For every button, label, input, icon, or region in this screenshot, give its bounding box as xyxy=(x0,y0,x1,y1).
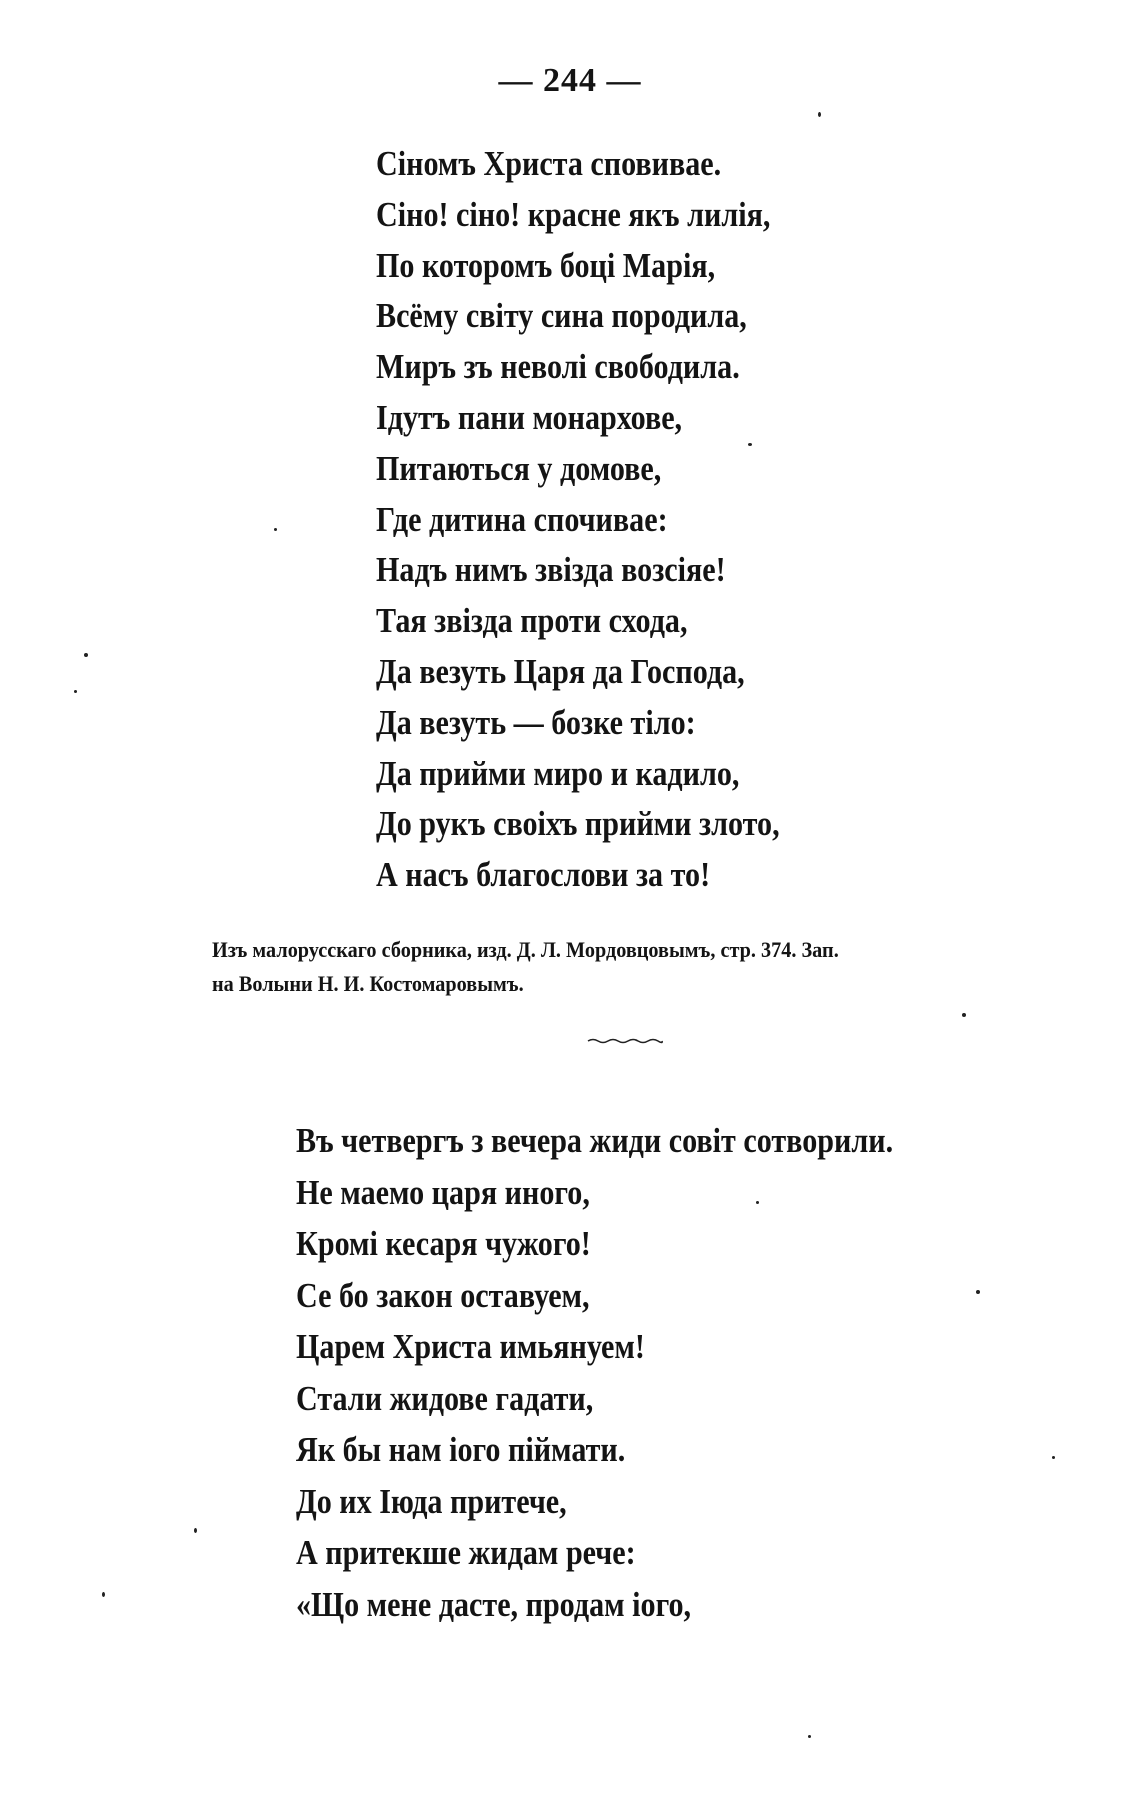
verse-line: Кромі кесаря чужого! xyxy=(296,1224,591,1263)
verse-line: Миръ зъ неволі свободила. xyxy=(376,347,740,387)
verse-line: По которомъ боці Марія, xyxy=(376,245,716,285)
scan-speck xyxy=(1052,1456,1055,1459)
source-note-line: на Волыни Н. И. Костомаровымъ. xyxy=(212,971,524,996)
verse-line: Як бы нам іого піймати. xyxy=(296,1430,626,1469)
verse-line: Царем Христа имьянуем! xyxy=(296,1327,645,1366)
verse-line: Да везуть — бозке тіло: xyxy=(376,702,696,742)
verse-line: Стали жидове гадати, xyxy=(296,1378,594,1418)
source-note-line: Изъ малорусскаго сборника, изд. Д. Л. Мордовцовымъ, стр. 374. Зап. xyxy=(212,937,839,962)
scan-speck xyxy=(962,1013,966,1017)
scan-speck xyxy=(818,112,821,117)
verse-line: До их Іюда притече, xyxy=(296,1481,567,1521)
verse-line: Се бо закон оставуем, xyxy=(296,1275,590,1315)
verse-line: Где дитина спочивае: xyxy=(376,499,668,539)
scan-speck xyxy=(102,1592,105,1597)
scan-speck xyxy=(808,1735,811,1738)
verse-line: Питаються у домове, xyxy=(376,448,662,488)
verse-line: Не маемо царя иного, xyxy=(296,1172,590,1212)
poem-first xyxy=(376,139,845,901)
verse-line: Всёму світу сина породила, xyxy=(376,296,747,336)
scan-speck xyxy=(756,1201,759,1204)
scan-speck xyxy=(976,1290,980,1294)
verse-line: Надъ нимъ звізда возсіяе! xyxy=(376,550,726,590)
verse-line: Въ четвергъ з вечера жиди совіт сотворили. xyxy=(296,1121,894,1160)
verse-line: Да прийми миро и кадило, xyxy=(376,753,740,793)
page-number: — 244 — xyxy=(498,62,642,99)
scan-speck xyxy=(194,1528,197,1533)
scan-speck xyxy=(84,653,88,657)
section-divider xyxy=(586,1037,664,1045)
verse-line: Сіно! сіно! красне якъ лилія, xyxy=(376,194,771,234)
verse-line: Сіномъ Христа сповивае. xyxy=(376,144,722,183)
verse-line: Да везуть Царя да Господа, xyxy=(376,651,745,691)
verse-line: Тая звізда проти схода, xyxy=(376,601,688,641)
verse-line: «Що мене дасте, продам іого, xyxy=(296,1584,692,1624)
poem-second xyxy=(296,1115,990,1630)
verse-line: А притекше жидам рече: xyxy=(296,1533,636,1572)
scan-speck xyxy=(74,690,77,693)
verse-line: Ідутъ пани монархове, xyxy=(376,397,683,437)
verse-line: А насъ благослови за то! xyxy=(376,855,711,895)
scan-speck xyxy=(274,528,277,531)
source-note xyxy=(212,933,1003,1001)
verse-line: До рукъ своіхъ прийми злото, xyxy=(376,804,780,844)
scan-speck xyxy=(748,443,752,446)
